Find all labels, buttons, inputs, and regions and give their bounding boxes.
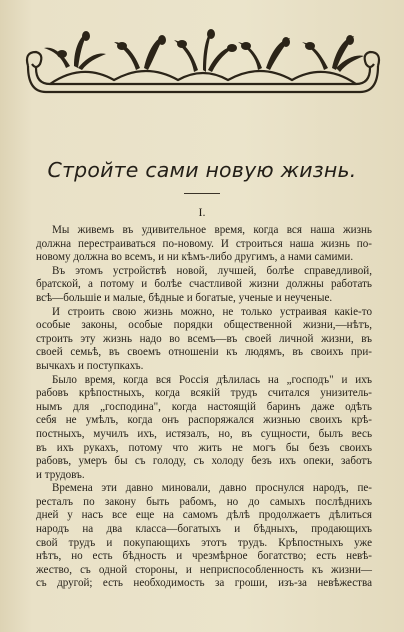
text-line: и трудовъ. <box>36 468 85 481</box>
text-line: братской, а потому и болѣе счастливой жизни должны работать <box>36 278 372 291</box>
text-line: съ другой; есть необходимость за гроши, изъ-за невѣжества <box>36 577 372 590</box>
text-line: должна перестраиваться по-новому. И строиться наша жизнь по- <box>36 237 372 250</box>
text-line: Времена эти давно миновали, давно проснулся народъ, пе- <box>52 482 372 495</box>
title-divider <box>184 193 220 194</box>
text-line: строить эту жизнь надо во всемъ—въ своей личной жизни, въ <box>36 332 372 345</box>
text-line: въ ихъ рукахъ, потому что жить не могъ бы безъ своихъ <box>36 441 372 454</box>
text-line: рабовъ, умеръ бы съ голоду, съ холоду безъ ихъ опеки, заботъ <box>36 455 372 468</box>
text-line: рабовъ крѣпостныхъ, когда всякій трудъ считался унизитель- <box>36 387 372 400</box>
text-line: народъ на два класса—богатыхъ и бѣдныхъ, продающихъ <box>36 523 372 536</box>
text-line: И строить свою жизнь можно, не только устраивая какіе-то <box>52 305 372 318</box>
text-line: нѣтъ, но есть бѣдность и чрезмѣрное богатство; есть невѣ- <box>36 550 372 563</box>
text-line: себя не умѣлъ, когда онъ распоряжался жизнью своихъ крѣ- <box>36 414 372 427</box>
text-line: ресталъ по закону быть рабомъ, но до самыхъ послѣднихъ <box>36 495 372 508</box>
text-line: особые законы, особые порядки общественной жизни,—нѣтъ, <box>36 319 372 332</box>
text-line: дней у насъ все еще на самомъ дѣлѣ продолжаетъ дѣлиться <box>36 509 372 522</box>
article-title: Стройте сами новую жизнь. <box>47 158 357 182</box>
text-line: Въ этомъ устройствѣ новой, лучшей, болѣе справедливой, <box>52 264 372 277</box>
text-line: новому должна во всемъ, и ни кѣмъ-либо другимъ, а нами самими. <box>36 251 354 264</box>
text-line: постныхъ, мучилъ ихъ, истязалъ, но, въ сущности, былъ весь <box>36 427 372 440</box>
section-number: I. <box>198 205 206 219</box>
text-line: Мы живемъ въ удивительное время, когда вся наша жизнь <box>52 224 372 236</box>
text-line: нымъ для „господина", когда настоящій баринъ даже одѣть <box>36 400 372 413</box>
text-line: свой трудъ и покупающихъ этотъ трудъ. Крѣпостныхъ уже <box>36 536 372 549</box>
article-body <box>36 224 372 591</box>
text-line: Было время, когда вся Россія дѣлилась на „господъ" и ихъ <box>52 373 372 386</box>
art-nouveau-floral-header-ornament <box>22 22 384 100</box>
text-line: вычкахъ и поступкахъ. <box>36 359 144 372</box>
text-line: всѣ—большіе и малые, бѣдные и богатые, ученые и неученые. <box>36 291 333 304</box>
text-line: жество, съ одной стороны, и неприспособленность къ жизни— <box>36 563 372 576</box>
text-line: своей семьѣ, въ своемъ отношеніи къ людямъ, въ своихъ при- <box>36 346 372 359</box>
